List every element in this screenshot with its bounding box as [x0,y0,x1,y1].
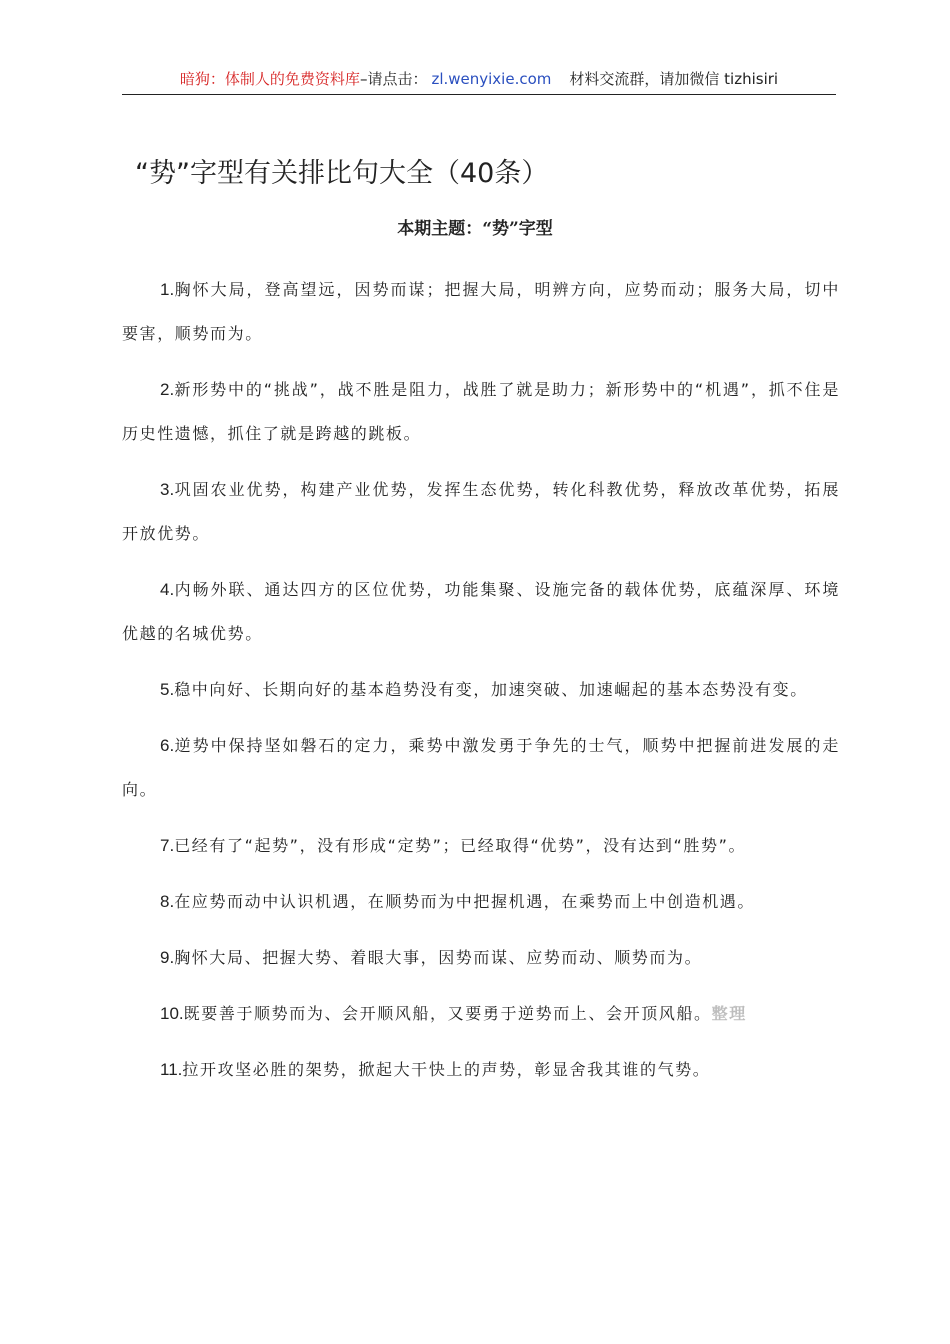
item-text: 巩固农业优势，构建产业优势，发挥生态优势，转化科教优势，释放改革优势，拓展开放优势。 [122,480,840,543]
list-item [122,668,840,712]
header-url-link[interactable]: zl.wenyixie.com [431,70,552,88]
item-number: 9. [160,948,175,967]
faint-watermark-text: 整理 [711,1004,747,1023]
list-item [122,1048,840,1092]
item-text: 稳中向好、长期向好的基本趋势没有变，加速突破、加速崛起的基本态势没有变。 [174,680,808,699]
header-brand: 暗狗：体制人的免费资料库 [179,70,360,88]
item-text: 胸怀大局、把握大势、着眼大事，因势而谋、应势而动、顺势而为。 [174,948,703,967]
list-item [122,936,840,980]
item-number: 10. [160,1004,184,1023]
item-number: 11. [160,1060,183,1079]
list-item [122,468,840,556]
header-prompt: –请点击： [359,70,428,88]
item-text: 拉开攻坚必胜的架势，掀起大干快上的声势，彰显舍我其谁的气势。 [182,1060,711,1079]
item-number: 3. [160,480,175,499]
document-title: “势”字型有关排比句大全（40条） [135,158,549,189]
sentence-list [122,268,840,1104]
item-number: 5. [160,680,175,699]
item-number: 1. [160,280,175,299]
item-text: 逆势中保持坚如磐石的定力，乘势中激发勇于争先的士气，顺势中把握前进发展的走向。 [122,736,840,799]
list-item [122,368,840,456]
document-subtitle: 本期主题：“势”字型 [397,219,553,239]
item-number: 7. [160,836,175,855]
item-number: 4. [160,580,175,599]
list-item [122,880,840,924]
list-item [122,568,840,656]
item-text: 内畅外联、通达四方的区位优势，功能集聚、设施完备的载体优势，底蕴深厚、环境优越的名城优势。 [122,580,840,643]
list-item [122,724,840,812]
list-item [122,992,840,1036]
item-number: 6. [160,736,175,755]
item-text: 已经有了“起势”，没有形成“定势”；已经取得“优势”，没有达到“胜势”。 [174,836,747,855]
item-number: 8. [160,892,175,911]
item-text: 胸怀大局，登高望远，因势而谋；把握大局，明辨方向，应势而动；服务大局，切中要害，顺势而为。 [122,280,840,343]
item-number: 2. [160,380,175,399]
list-item [122,824,840,868]
header-contact: 材料交流群，请加微信 tizhisiri [569,70,779,88]
item-text: 既要善于顺势而为、会开顺风船，又要勇于逆势而上、会开顶风船。 [183,1004,712,1023]
item-text: 新形势中的“挑战”，战不胜是阻力，战胜了就是助力；新形势中的“机遇”，抓不住是历史性遗憾，抓住了就是跨越的跳板。 [122,380,840,443]
list-item [122,268,840,356]
page-header [122,66,836,95]
item-text: 在应势而动中认识机遇，在顺势而为中把握机遇，在乘势而上中创造机遇。 [174,892,755,911]
